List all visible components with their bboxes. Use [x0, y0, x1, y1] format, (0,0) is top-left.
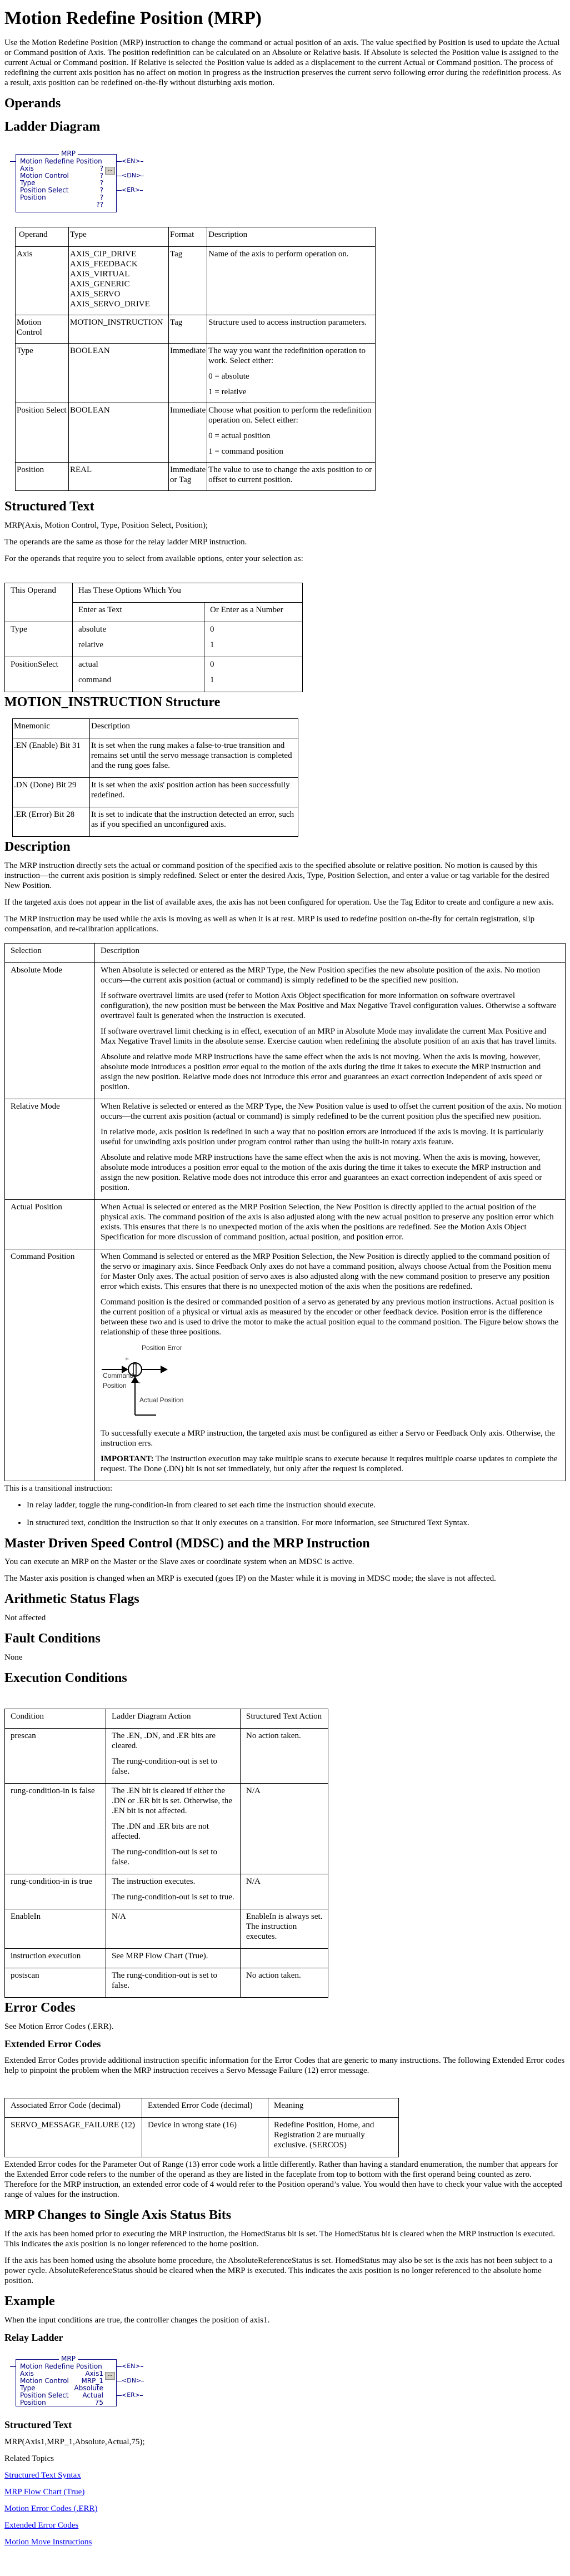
block-operand-row — [20, 193, 103, 201]
table-header-row — [5, 1709, 328, 1728]
header-cell: Condition — [5, 1709, 106, 1728]
selection-table — [4, 943, 566, 1481]
ladder-action-cell: The rung-condition-out is set to false. — [106, 1968, 241, 1997]
number-options-cell: 0 1 — [204, 657, 303, 692]
ladder-action-cell: N/A — [106, 1909, 241, 1948]
status-bits-heading: MRP Changes to Single Axis Status Bits — [4, 2208, 232, 2223]
operand-label: Motion Control — [20, 2377, 69, 2385]
table-row — [16, 403, 376, 463]
operand-label: Position — [20, 193, 46, 202]
mnemonic-cell: .EN (Enable) Bit 31 — [13, 738, 90, 777]
operand-value: Absolute — [74, 2384, 103, 2393]
operand-value: ? — [99, 193, 103, 202]
block-operand-row — [20, 2399, 103, 2406]
table-row — [5, 1249, 566, 1481]
description-paragraph: The MRP instruction may be used while the axis is moving as well as when it is at rest. MRP is used to redefine position on-the-fly for certain registration, slip compensation, and re-calibration applications. — [4, 914, 535, 934]
list-item: • In structured text, condition the instruction so that it only executes on a transition. For more information, see Structured Text Syntax. — [27, 1518, 566, 1528]
operand-value: ?? — [96, 201, 103, 209]
associated-code-cell: SERVO_MESSAGE_FAILURE (12) — [5, 2118, 142, 2157]
operand-label: Axis — [20, 165, 34, 173]
position-error-label: Position Error — [142, 1343, 182, 1352]
header-cell: Description — [207, 227, 376, 247]
operand-label: Axis — [20, 2370, 34, 2378]
table-row — [13, 777, 298, 807]
block-operand-row — [20, 2384, 103, 2391]
format-cell: Immediate or Tag — [169, 463, 207, 491]
block-operand-row — [20, 179, 103, 186]
condition-cell: prescan — [5, 1728, 106, 1783]
description-cell: It is set when the rung makes a false-to-true transition and remains set until the servo message transaction is completed and the rung goes false. — [90, 738, 298, 777]
operand-table — [15, 227, 376, 491]
fault-conditions-text: None — [4, 1652, 23, 1662]
dn-output-coil: <DN> — [116, 172, 144, 179]
selection-cell: Actual Position — [5, 1199, 95, 1249]
operand-value: ? — [99, 179, 103, 187]
block-operand-row — [20, 186, 103, 193]
extended-error-codes-heading: Extended Error Codes — [4, 2038, 101, 2049]
table-row — [5, 1948, 328, 1968]
block-mnemonic: MRP — [61, 2355, 76, 2363]
fault-conditions-heading: Fault Conditions — [4, 1631, 101, 1646]
header-cell: Format — [169, 227, 207, 247]
mdsc-heading: Master Driven Speed Control (MDSC) and the MRP Instruction — [4, 1536, 370, 1551]
condition-cell: EnableIn — [5, 1909, 106, 1948]
ladder-action-cell: The .EN, .DN, and .ER bits are cleared. The rung-condition-out is set to false. — [106, 1728, 241, 1783]
table-row — [16, 247, 376, 315]
dn-output-coil: <DN> — [116, 2377, 144, 2384]
ladder-action-cell: The instruction executes. The rung-condition-out is set to true. — [106, 1874, 241, 1909]
operand-label: Position Select — [20, 2391, 69, 2400]
table-row — [5, 962, 566, 1099]
link-extended-error-codes[interactable]: Extended Error Codes — [4, 2520, 79, 2530]
table-row — [13, 807, 298, 836]
st-action-cell: N/A — [241, 1874, 328, 1909]
minus-sign: - — [138, 1378, 141, 1386]
command-position-label: Command Position — [103, 1371, 134, 1389]
header-cell: Associated Error Code (decimal) — [5, 2098, 142, 2118]
operand-value: ? — [99, 172, 103, 180]
header-cell: Operand — [16, 227, 69, 247]
mnemonic-cell: .DN (Done) Bit 29 — [13, 777, 90, 807]
example-text: When the input conditions are true, the controller changes the position of axis1. — [4, 2315, 270, 2325]
er-output-coil: <ER> — [116, 2391, 143, 2399]
operand-value: ? — [99, 186, 103, 195]
rung-input-wire — [10, 161, 16, 162]
condition-cell: instruction execution — [5, 1948, 106, 1968]
operand-label: Motion Control — [20, 172, 69, 180]
table-row — [5, 1099, 566, 1199]
table-row — [16, 463, 376, 491]
condition-cell: rung-condition-in is false — [5, 1783, 106, 1874]
relay-ladder-heading: Relay Ladder — [4, 2331, 63, 2343]
link-motion-error-codes[interactable]: Motion Error Codes (.ERR) — [4, 2504, 98, 2513]
st-syntax: MRP(Axis, Motion Control, Type, Position Select, Position); — [4, 520, 208, 530]
link-motion-move-instructions[interactable]: Motion Move Instructions — [4, 2537, 92, 2547]
er-output-coil: <ER> — [116, 186, 143, 193]
motion-instruction-table — [12, 718, 298, 837]
description-cell: The value to use to change the axis position to or offset to current position. — [207, 463, 376, 491]
header-cell: This Operand — [5, 583, 73, 622]
description-cell: When Absolute is selected or entered as the MRP Type, the New Position specifies the new absolute position of the axis. No motion occurs—the current axis position (actual or command) is simply redefined to be the specified new position. If software overtravel limits are used (refer to Motion Axis Object specification for more information on software overtravel configuration), the new position must be between the Max Positive and Max Negative Travel configuration values. Otherwise a software overtravel fault is generated when the instruction is executed. If software overtravel limit checking is in effect, execution of an MRP in Absolute Mode may invalidate the current Max Positive and Max Negative Travel limits in the absolute sense. Exercise caution when redefining the absolute position of an axis that has travel limits. Absolute and relative mode MRP instructions have the same effect when the axis is not moving. When the axis is moving, however, absolute mode introduces a position error equal to the motion of the axis during the time it takes to execute the MRP instruction and assign the new position. Relative mode does not introduce this error and guarantees an exact correction independent of axis speed or position. — [95, 962, 566, 1099]
header-cell: Meaning — [268, 2098, 399, 2118]
important-text: The instruction execution may take multiple scans to execute because it requires multiple coarse updates to complete the request. The Done (.DN) bit is not set immediately, but only after the request is completed. — [101, 1454, 558, 1473]
block-name-row — [20, 2362, 103, 2370]
st-action-cell: EnableIn is always set. The instruction executes. — [241, 1909, 328, 1948]
header-cell: Type — [69, 227, 169, 247]
table-row — [5, 1783, 328, 1874]
operand-value: 75 — [94, 2399, 103, 2407]
operand-value: Axis1 — [85, 2370, 103, 2378]
operand-label: Position — [20, 2399, 46, 2407]
st-note: The operands are the same as those for the relay ladder MRP instruction. — [4, 537, 247, 547]
operand-cell: Position Select — [16, 403, 69, 463]
en-output-coil: <EN> — [116, 2362, 143, 2370]
table-row — [5, 1199, 566, 1249]
transitional-list — [4, 1500, 566, 1528]
block-operand-row — [20, 2377, 103, 2384]
description-paragraph: The MRP instruction directly sets the actual or command position of the specified axis to the specified absolute or relative position. No motion is caused by this instruction—the current axis position is simply redefined. Select or enter the desired Axis, Type, Position Selection, and enter a value or tag variable for the desired New Position. — [4, 861, 549, 890]
execution-conditions-heading: Execution Conditions — [4, 1670, 127, 1685]
selection-cell: Relative Mode — [5, 1099, 95, 1199]
type-cell: BOOLEAN — [69, 344, 169, 403]
header-cell: Ladder Diagram Action — [106, 1709, 241, 1728]
description-heading: Description — [4, 839, 71, 854]
table-row — [5, 1968, 328, 1997]
position-error-diagram — [101, 1343, 245, 1426]
description-cell: It is set when the axis' position action has been successfully redefined. — [90, 777, 298, 807]
table-row — [16, 344, 376, 403]
st-action-cell — [241, 1948, 328, 1968]
example-ladder-block — [10, 2356, 160, 2411]
axis-browse-button[interactable]: ... — [105, 167, 115, 175]
description-cell: Name of the axis to perform operation on. — [207, 247, 376, 315]
type-cell: MOTION_INSTRUCTION — [69, 315, 169, 344]
en-output-coil: <EN> — [116, 157, 143, 165]
table-row — [5, 2118, 399, 2157]
table-row — [5, 657, 303, 692]
block-name-row — [20, 157, 103, 165]
table-row — [16, 315, 376, 344]
block-operand-row — [20, 201, 103, 208]
list-item: • In relay ladder, toggle the rung-condition-in from cleared to set each time the instruction should execute. — [27, 1500, 566, 1510]
description-cell: Structure used to access instruction parameters. — [207, 315, 376, 344]
table-header-row — [5, 2098, 399, 2118]
structured-text-heading: Structured Text — [4, 499, 94, 514]
operands-heading: Operands — [4, 96, 61, 111]
description-cell: When Actual is selected or entered as the MRP Position Selection, the New Position is directly applied to the actual position of the physical axis. The command position of the axis is also adjusted along with the new actual position to preserve any position error which exists. This ensures that there is no unexpected motion of the axis when the positions are redefined. See the Motion Axis Object Specification for more discussion of command position, actual position, and position error. — [95, 1199, 566, 1249]
type-cell: AXIS_CIP_DRIVE AXIS_FEEDBACK AXIS_VIRTUAL AXIS_GENERIC AXIS_SERVO AXIS_SERVO_DRIVE — [69, 247, 169, 315]
mdsc-paragraph: You can execute an MRP on the Master or the Slave axes or coordinate system when an MDSC is active. — [4, 1557, 354, 1567]
arithmetic-flags-heading: Arithmetic Status Flags — [4, 1592, 139, 1607]
link-structured-text-syntax[interactable]: Structured Text Syntax — [4, 2470, 81, 2480]
header-cell: Has These Options Which You — [73, 583, 303, 602]
description-cell: When Relative is selected or entered as the MRP Type, the New Position value is used to offset the current position of the axis. No motion occurs—the current axis position (actual or command) is simply redefined to be the current position plus the specified new position. In relative mode, axis position is redefined in such a way that no position errors are introduced if the axis is moving. It is particularly useful for unwinding axis position under program control rather than using the built-in rotary axis feature. Absolute and relative mode MRP instructions have the same effect when the axis is not moving. When the axis is moving, however, absolute mode introduces a position error equal to the motion of the axis during the time it takes to execute the MRP instruction and assign the new position. Relative mode does not introduce this error and guarantees an exact correction independent of axis speed or position. — [95, 1099, 566, 1199]
error-codes-text: See Motion Error Codes (.ERR). — [4, 2022, 114, 2031]
table-header-row — [5, 583, 303, 602]
header-cell: Description — [90, 718, 298, 738]
format-cell: Immediate — [169, 403, 207, 463]
block-name: Motion Redefine Position — [20, 2362, 102, 2371]
operand-label: Type — [20, 179, 36, 187]
example-structured-text-heading: Structured Text — [4, 2419, 72, 2431]
table-header-row — [5, 943, 566, 962]
operand-cell: Type — [16, 344, 69, 403]
type-cell: BOOLEAN — [69, 403, 169, 463]
plus-sign: + — [125, 1354, 129, 1363]
text-options-cell: absolute relative — [73, 622, 204, 657]
extended-error-codes-text: Extended Error Codes provide additional instruction specific information for the Error Codes that are generic to many instructions. The following Extended Error codes help to pinpoint the problem when the MRP instruction receives a Servo Message Failure (12) error message. — [4, 2056, 565, 2076]
block-mnemonic: MRP — [61, 150, 76, 158]
related-topics-label: Related Topics — [4, 2454, 54, 2463]
text-options-cell: actual command — [73, 657, 204, 692]
extended-code-cell: Device in wrong state (16) — [142, 2118, 268, 2157]
format-cell: Immediate — [169, 344, 207, 403]
intro-paragraph: Use the Motion Redefine Position (MRP) instruction to change the command or actual position of an axis. The value specified by Position is used to update the Actual or Command position of Axis. The position redefinition can be calculated on an Absolute or Relative basis. If Absolute is selected the Position value is assigned to the current Actual or Command position. If Relative is selected the Position value is added as a displacement to the current Actual or Command position. The process of redefining the current axis position has no affect on motion in progress as the instruction preserves the current servo following error during the redefinition process. As a result, axis position can be redefined on-the-fly without disturbing axis motion. — [4, 38, 561, 87]
number-options-cell: 0 1 — [204, 622, 303, 657]
ladder-action-cell: The .EN bit is cleared if either the .DN or .ER bit is set. Otherwise, the .EN bit is not affected. The .DN and .ER bits are not affected. The rung-condition-out is set to false. — [106, 1783, 241, 1874]
page-title: Motion Redefine Position (MRP) — [4, 8, 262, 28]
table-row — [5, 1909, 328, 1948]
selection-cell: Absolute Mode — [5, 962, 95, 1099]
link-mrp-flow-chart[interactable]: MRP Flow Chart (True) — [4, 2487, 85, 2496]
block-operand-row — [20, 165, 103, 172]
operand-cell: PositionSelect — [5, 657, 73, 692]
st-action-cell: No action taken. — [241, 1968, 328, 1997]
description-cell: Choose what position to perform the redefinition operation on. Select either: 0 = actual position 1 = command position — [207, 403, 376, 463]
block-operand-row — [20, 172, 103, 179]
operand-label: Type — [20, 2384, 36, 2393]
motion-instruction-heading: MOTION_INSTRUCTION Structure — [4, 694, 221, 709]
format-cell: Tag — [169, 315, 207, 344]
table-header-row — [16, 227, 376, 247]
description-paragraph: If the targeted axis does not appear in the list of available axes, the axis has not been configured for operation. Use the Tag Editor to create and configure a new axis. — [4, 897, 554, 907]
table-row — [5, 1728, 328, 1783]
selection-cell: Command Position — [5, 1249, 95, 1481]
block-name: Motion Redefine Position — [20, 157, 102, 166]
error-codes-heading: Error Codes — [4, 2000, 76, 2015]
execution-conditions-table — [4, 1709, 328, 1998]
axis-browse-button[interactable]: ... — [105, 2372, 115, 2380]
operand-cell: Type — [5, 622, 73, 657]
example-st-code: MRP(Axis1,MRP_1,Absolute,Actual,75); — [4, 2437, 145, 2446]
header-cell: Extended Error Code (decimal) — [142, 2098, 268, 2118]
block-operand-row — [20, 2370, 103, 2377]
arithmetic-flags-text: Not affected — [4, 1614, 46, 1623]
status-paragraph: If the axis has been homed prior to executing the MRP instruction, the HomedStatus bit is set. The HomedStatus bit is cleared when the MRP instruction is executed. This indicates the axis position is no longer referenced to the home position. — [4, 2229, 555, 2249]
rung-input-wire — [10, 2366, 16, 2367]
status-paragraph: If the axis has been homed using the absolute home procedure, the AbsoluteReferenceStatus is set. HomedStatus may also be set is the axis has not been subject to a power cycle. AbsoluteReferenceStatus should be cleared when the MRP is executed. This indicates the axis position is no longer referenced to the absolute home position. — [4, 2256, 553, 2285]
table-row — [5, 1874, 328, 1909]
description-cell: It is set to indicate that the instruction detected an error, such as if you specified an unconfigured axis. — [90, 807, 298, 836]
mnemonic-cell: .ER (Error) Bit 28 — [13, 807, 90, 836]
type-cell: REAL — [69, 463, 169, 491]
format-cell: Tag — [169, 247, 207, 315]
meaning-cell: Redefine Position, Home, and Registration 2 are mutually exclusive. (SERCOS) — [268, 2118, 399, 2157]
header-cell: Enter as Text — [73, 602, 204, 622]
header-cell: Or Enter as a Number — [204, 602, 303, 622]
header-cell: Structured Text Action — [241, 1709, 328, 1728]
table-row — [5, 622, 303, 657]
operand-value: Actual — [82, 2391, 103, 2400]
st-action-cell: N/A — [241, 1783, 328, 1874]
operand-cell: Position — [16, 463, 69, 491]
operand-cell: Motion Control — [16, 315, 69, 344]
condition-cell: rung-condition-in is true — [5, 1874, 106, 1909]
description-cell: The way you want the redefinition operation to work. Select either: 0 = absolute 1 = relative — [207, 344, 376, 403]
ladder-action-cell: See MRP Flow Chart (True). — [106, 1948, 241, 1968]
mdsc-paragraph: The Master axis position is changed when an MRP is executed (goes IP) on the Master while it is moving in MDSC mode; the slave is not affected. — [4, 1574, 496, 1584]
header-cell: Description — [95, 943, 566, 962]
actual-position-label: Actual Position — [139, 1396, 184, 1404]
options-table — [4, 583, 303, 692]
operand-value: ? — [99, 165, 103, 173]
st-action-cell: No action taken. — [241, 1728, 328, 1783]
transitional-intro: This is a transitional instruction: — [4, 1483, 113, 1493]
extended-error-note: Extended Error codes for the Parameter Out of Range (13) error code work a little differently. Rather than having a standard enumeration, the number that appears for the Extended Error code refers to the number of the operand as they are listed in the faceplate from top to bottom with the first operand being counted as zero. Therefore for the MRP instruction, an extended error code of 4 would refer to the Position operand’s value. You would then have to check your value with the accepted range of values for the instruction. — [4, 2160, 562, 2200]
operand-cell: Axis — [16, 247, 69, 315]
extended-error-table — [4, 2098, 399, 2157]
table-row — [13, 738, 298, 777]
operand-label: Position Select — [20, 186, 69, 195]
ladder-diagram-heading: Ladder Diagram — [4, 120, 101, 135]
header-cell: Selection — [5, 943, 95, 962]
table-header-row — [13, 718, 298, 738]
header-cell: Mnemonic — [13, 718, 90, 738]
operand-value: MRP_1 — [81, 2377, 103, 2385]
description-cell: When Command is selected or entered as the MRP Position Selection, the New Position is directly applied to the command position of the servo or imaginary axis. Since Feedback Only axes do not have a command position, always choose Actual from the Position menu for Master Only axes. The actual position of servo axes is also adjusted along with the new command position to preserve any position error which exists. This ensures that there is no unexpected motion of the axis when the positions are redefined. Command position is the desired or commanded position of a servo as generated by any previous motion instructions. Actual position is the current position of a physical or virtual axis as measured by the encoder or other feedback device. Position error is the difference between these two and is used to drive the motor to make the actual position equal to the command position. The Figure below shows the relationship of these three positions. Position Error + - Command Position Actual Position To successfully execute a MRP instruction, the targeted axis must be configured as either a Servo or Feedback Only axis. Otherwise, the instruction errs. IMPORTANT: The instruction execution may take multiple scans to execute because it requires multiple coarse updates to complete the request. The Done (.DN) bit is not set immediately, but only after the request is completed. — [95, 1249, 566, 1481]
st-note: For the operands that require you to select from available options, enter your selection as: — [4, 554, 303, 563]
condition-cell: postscan — [5, 1968, 106, 1997]
ladder-instruction-block — [10, 151, 160, 215]
block-operand-row — [20, 2391, 103, 2399]
example-heading: Example — [4, 2294, 55, 2309]
important-label: IMPORTANT: — [101, 1454, 154, 1463]
